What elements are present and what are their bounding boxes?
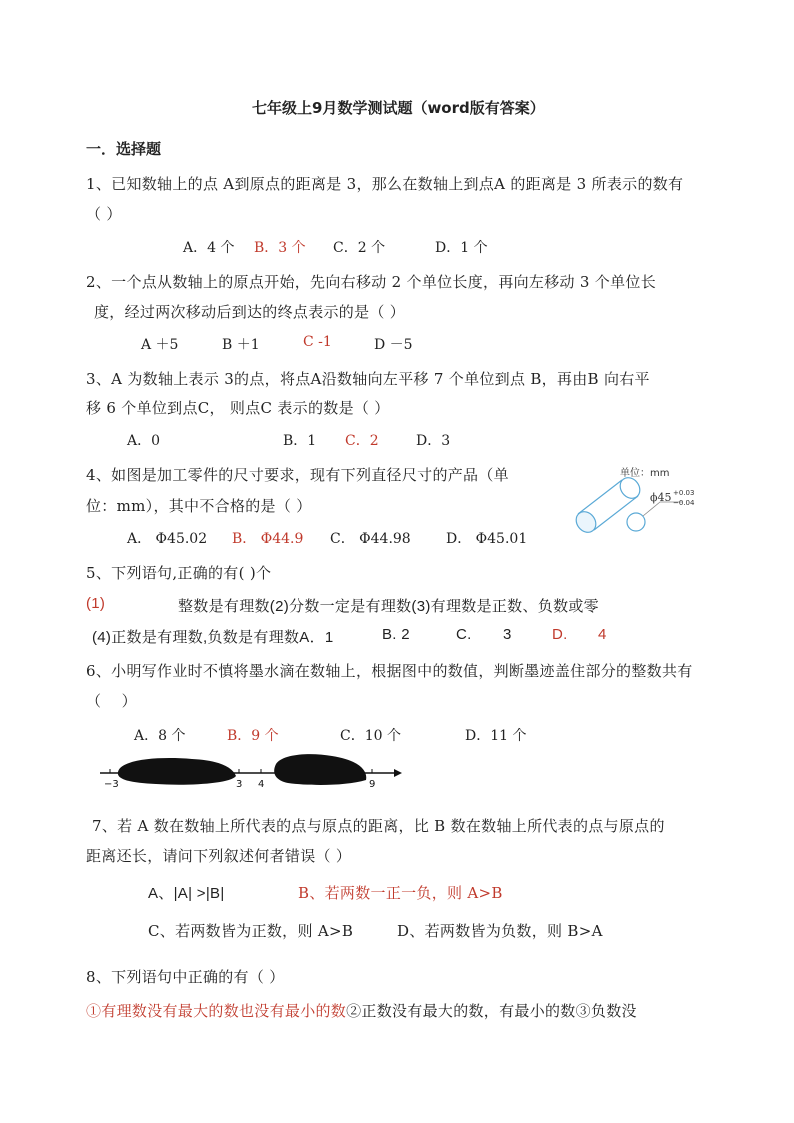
axis-label-9: 9 [369,779,376,790]
question-5-statements-cont: (4)正数是有理数,负数是有理数A．1 [92,629,334,646]
question-4-text: 4、如图是加工零件的尺寸要求，现有下列直径尺寸的产品（单 [86,466,509,484]
axis-label-4: 4 [258,779,265,790]
question-8-text: 8、下列语句中正确的有（ ） [86,968,285,986]
axis-label-3: 3 [236,779,243,790]
page-title: 七年级上9月数学测试题（word版有答案） [252,99,545,117]
q7-option-c: C、若两数皆为正数，则 A>B [148,922,354,940]
q2-option-a: A ＋5 [141,337,179,353]
question-1-blank: （ ） [86,205,122,223]
q2-option-b: B ＋1 [222,337,260,353]
question-5-text: 5、下列语句,正确的有( )个 [86,564,272,582]
q5-option-d-label: D. [552,626,568,643]
q6-option-d: D．11 个 [465,728,527,744]
q4-figure-unit-label: 单位：mm [620,468,670,479]
q4-option-a: A． Φ45.02 [127,531,208,547]
q6-option-c: C．10 个 [340,728,401,744]
section-heading: 一．选择题 [86,140,162,158]
q5-option-d-value: 4 [598,626,607,643]
q3-option-b: B．1 [283,433,317,449]
q1-option-b: B．3 个 [254,240,306,256]
q5-option-b: B. 2 [382,626,410,643]
question-7-text-cont: 距离还长，请问下列叙述何者错误（ ） [86,847,352,865]
question-5-item-1-number: (1) [86,595,106,612]
q7-option-b: B、若两数一正一负，则 A>B [298,884,503,902]
q1-option-d: D．1 个 [435,240,488,256]
q5-option-c-value: 3 [503,626,512,643]
q7-option-a: A、|A| >|B| [148,885,225,902]
question-8-statements [86,1000,637,1021]
q6-option-a: A．8 个 [134,728,186,744]
ink-blot-left [118,758,236,785]
question-3-text-cont: 移 6 个单位到点C， 则点C 表示的数是（ ） [86,399,390,417]
q3-option-a: A．0 [127,433,161,449]
q4-option-c: C． Φ44.98 [330,531,411,547]
q3-option-c: C．2 [345,433,379,449]
question-6-text: 6、小明写作业时不慎将墨水滴在数轴上，根据图中的数值，判断墨迹盖住部分的整数共有 [86,662,693,680]
question-2-text-cont: 度，经过两次移动后到达的终点表示的是（ ） [94,303,406,321]
q2-option-d: D －5 [374,337,413,353]
q4-option-b: B． Φ44.9 [232,531,304,547]
number-line-arrow-icon [394,769,402,777]
q4-option-d: D． Φ45.01 [446,531,528,547]
ink-blot-right [274,754,366,785]
q8-statement-2-3: ②正数没有最大的数，有最小的数③负数没 [346,1002,637,1020]
q4-figure-tolerance-upper: +0.03 [673,489,695,497]
q6-option-b: B．9 个 [227,728,279,744]
q1-option-c: C．2 个 [333,240,386,256]
q4-cylinder-figure [570,462,720,542]
question-2-text: 2、一个点从数轴上的原点开始，先向右移动 2 个单位长度，再向左移动 3 个单位长 [86,273,657,291]
q6-number-line-figure [96,750,406,792]
q1-option-a: A．4 个 [183,240,235,256]
question-3-text: 3、A 为数轴上表示 3的点，将点A沿数轴向左平移 7 个单位到点 B，再由B 向右平 [86,370,650,388]
question-1-text: 1、已知数轴上的点 A到原点的距离是 3，那么在数轴上到点A 的距离是 3 所表示的数有 [86,175,684,193]
question-5-statements: 整数是有理数(2)分数一定是有理数(3)有理数是正数、负数或零 [178,598,599,615]
question-7-text: 7、若 A 数在数轴上所代表的点与原点的距离，比 B 数在数轴上所代表的点与原点的 [92,817,665,835]
question-4-text-cont: 位：mm），其中不合格的是（ ） [86,497,312,515]
q4-figure-tolerance-lower: −0.04 [673,499,695,507]
q5-option-c-label: C. [456,626,472,643]
q7-option-d: D、若两数皆为负数，则 B>A [397,922,603,940]
question-6-blank: （ ） [86,692,137,710]
q8-statement-1: ①有理数没有最大的数也没有最小的数 [86,1002,347,1020]
axis-label-minus3: −3 [104,779,119,790]
q2-option-c: C -1 [303,334,332,350]
q4-figure-dimension: ϕ45 [650,491,672,504]
q3-option-d: D．3 [416,433,451,449]
